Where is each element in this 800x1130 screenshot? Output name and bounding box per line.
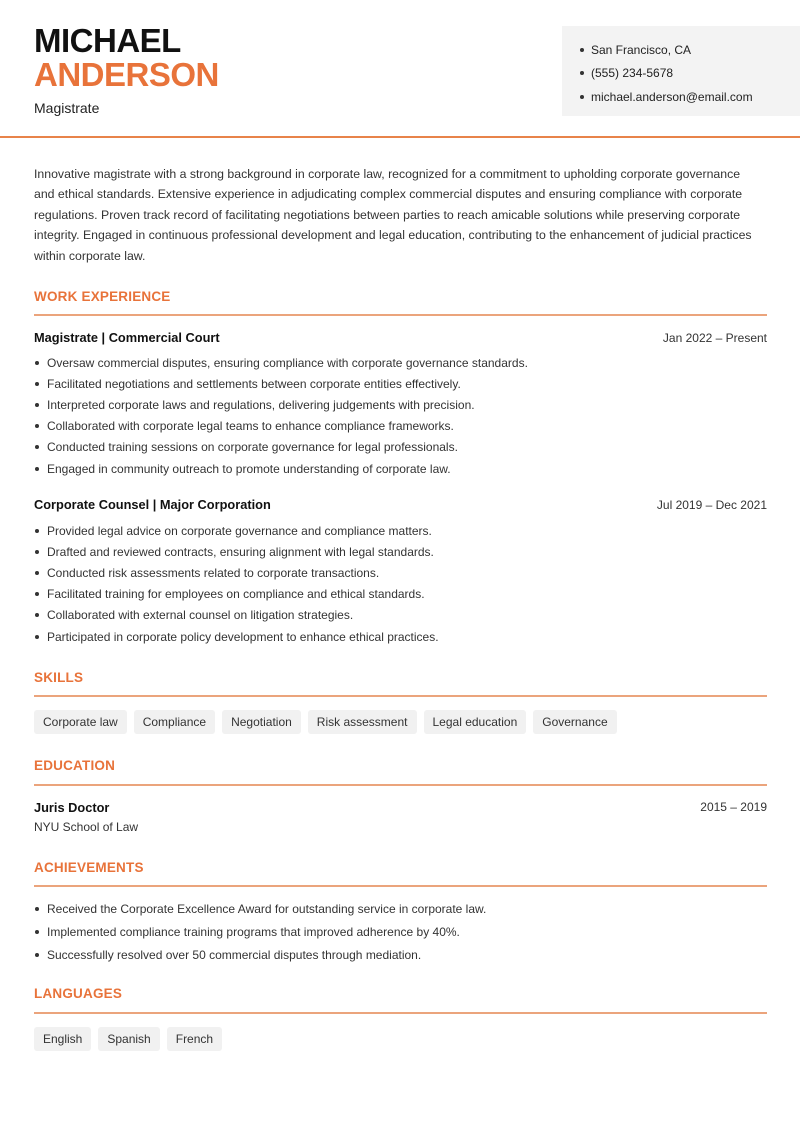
section-divider (34, 1012, 767, 1014)
bullet-icon (35, 361, 39, 365)
bullet-icon (35, 550, 39, 554)
bullet-text: Facilitated negotiations and settlements between corporate entities effectively. (47, 376, 461, 391)
job-bullets (34, 520, 764, 647)
job-dates: Jul 2019 – Dec 2021 (656, 498, 767, 512)
contact-box (562, 26, 800, 116)
bullet-text: Facilitated training for employees on compliance and ethical standards. (47, 587, 425, 602)
bullet-icon (35, 613, 39, 617)
section-title-achievements: ACHIEVEMENTS (34, 860, 144, 875)
bullet-icon (35, 930, 39, 934)
bullet-text: Provided legal advice on corporate governance and compliance matters. (47, 523, 432, 538)
list-item (34, 437, 764, 458)
bullet-text: Implemented compliance training programs that improved adherence by 40%. (47, 924, 460, 939)
school-name: NYU School of Law (34, 820, 139, 834)
job-bullets (34, 352, 764, 479)
bullet-text: Interpreted corporate laws and regulations, delivering judgements with precision. (47, 397, 475, 412)
skill-tag: Governance (533, 710, 616, 734)
first-name: MICHAEL (34, 22, 181, 59)
email-text: michael.anderson@email.com (591, 89, 753, 104)
list-item (34, 944, 764, 965)
bullet-icon (580, 48, 584, 52)
section-title-work: WORK EXPERIENCE (34, 289, 171, 304)
degree-title: Juris Doctor (34, 800, 110, 815)
language-tag: Spanish (98, 1027, 159, 1051)
skill-tag: Compliance (134, 710, 215, 734)
bullet-text: Participated in corporate policy development to enhance ethical practices. (47, 629, 439, 644)
section-title-languages: LANGUAGES (34, 986, 123, 1001)
skill-tags (34, 710, 617, 734)
contact-phone (580, 62, 800, 86)
skill-tag: Risk assessment (308, 710, 417, 734)
language-tag: French (167, 1027, 222, 1051)
list-item (34, 373, 764, 394)
bullet-icon (35, 571, 39, 575)
bullet-icon (35, 403, 39, 407)
job-dates: Jan 2022 – Present (662, 331, 767, 345)
achievement-bullets (34, 898, 764, 966)
bullet-text: Successfully resolved over 50 commercial disputes through mediation. (47, 947, 422, 962)
education-dates: 2015 – 2019 (700, 800, 767, 814)
bullet-text: Drafted and reviewed contracts, ensuring alignment with legal standards. (47, 544, 434, 559)
bullet-icon (580, 95, 584, 99)
bullet-icon (35, 382, 39, 386)
skill-tag: Corporate law (34, 710, 127, 734)
bullet-text: Conducted risk assessments related to corporate transactions. (47, 565, 380, 580)
list-item (34, 626, 764, 647)
list-item (34, 458, 764, 479)
phone-text: (555) 234-5678 (591, 66, 674, 81)
contact-location (580, 38, 800, 62)
job-role: Magistrate (34, 100, 100, 116)
job-title: Corporate Counsel | Major Corporation (34, 497, 271, 512)
bullet-icon (35, 467, 39, 471)
resume-header (0, 0, 800, 138)
section-divider (34, 314, 767, 316)
list-item (34, 584, 764, 605)
job-title: Magistrate | Commercial Court (34, 330, 220, 345)
bullet-icon (35, 592, 39, 596)
list-item (34, 394, 764, 415)
list-item (34, 921, 764, 942)
bullet-text: Collaborated with external counsel on litigation strategies. (47, 608, 354, 623)
section-divider (34, 784, 767, 786)
location-text: San Francisco, CA (591, 42, 692, 57)
bullet-text: Oversaw commercial disputes, ensuring compliance with corporate governance standards. (47, 355, 528, 370)
last-name: ANDERSON (34, 56, 219, 93)
bullet-icon (35, 907, 39, 911)
bullet-icon (35, 529, 39, 533)
bullet-text: Collaborated with corporate legal teams to enhance compliance frameworks. (47, 419, 454, 434)
section-divider (34, 885, 767, 887)
bullet-icon (35, 953, 39, 957)
list-item (34, 605, 764, 626)
list-item (34, 562, 764, 583)
section-title-education: EDUCATION (34, 758, 116, 773)
list-item (34, 898, 764, 919)
list-item (34, 416, 764, 437)
bullet-text: Engaged in community outreach to promote understanding of corporate law. (47, 461, 451, 476)
language-tags (34, 1027, 222, 1051)
list-item (34, 541, 764, 562)
section-divider (34, 695, 767, 697)
skill-tag: Legal education (424, 710, 527, 734)
bullet-text: Conducted training sessions on corporate governance for legal professionals. (47, 440, 458, 455)
professional-summary: Innovative magistrate with a strong background in corporate law, recognized for a commitment to upholding corporate governance and ethical standards. Extensive experience in adjudicating complex commercial disputes and ensuring compliance with corporate regulations. Proven track record of facilitating negotiations between parties to reach amicable solutions while preserving corporate integrity. Engaged in continuous professional development and legal education, contributing to the enhancement of judicial practices within corporate law. (34, 167, 752, 263)
list-item (34, 520, 764, 541)
contact-email (580, 85, 800, 109)
language-tag: English (34, 1027, 91, 1051)
bullet-text: Received the Corporate Excellence Award for outstanding service in corporate law. (47, 901, 487, 916)
bullet-icon (35, 424, 39, 428)
bullet-icon (35, 635, 39, 639)
bullet-icon (35, 445, 39, 449)
list-item (34, 352, 764, 373)
skill-tag: Negotiation (222, 710, 301, 734)
bullet-icon (580, 71, 584, 75)
section-title-skills: SKILLS (34, 670, 84, 685)
